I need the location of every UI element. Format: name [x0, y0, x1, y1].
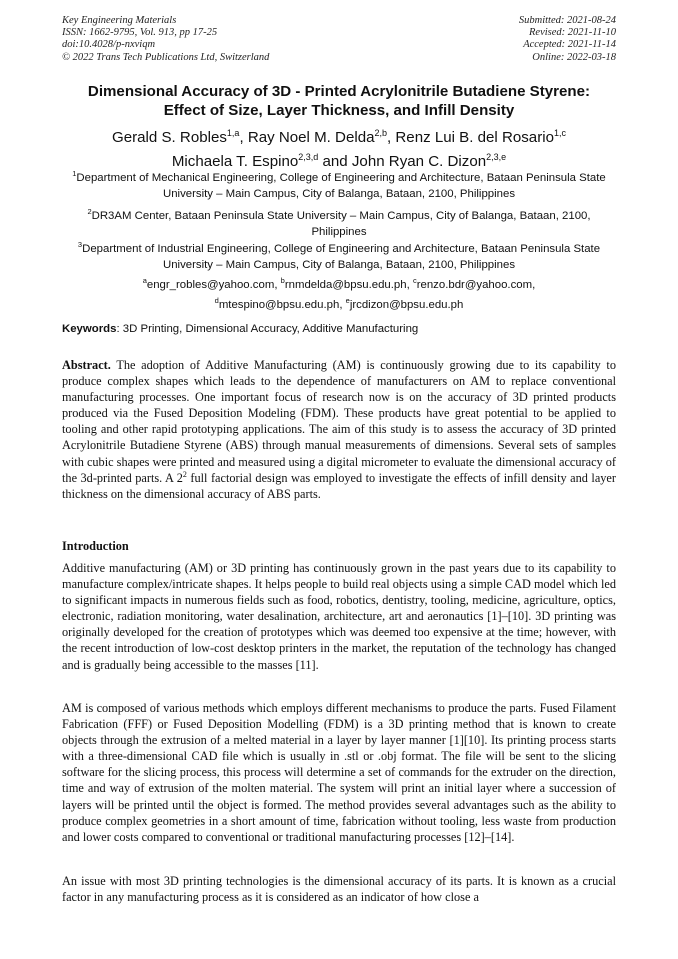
author-name: Michaela T. Espino — [171, 152, 299, 170]
affiliation-text: Department of Mechanical Engineering, College of Engineering and Architecture, Bataan Peninsula State University – Main Campus, City of Balanga, Bataan, 2100, Philippines — [76, 171, 606, 200]
intro-paragraph-1: Additive manufacturing (AM) or 3D printing has continuously grown in the past years due to its capability to manufacture complex/intricate shapes. It helps people to build real objects using a simple CAD model which led to significant impacts in numerous fields such as food, robotics, dentistry, tooling, medicine, agriculture, optics, electronic, radiation monitoring, water desalination, architecture, art and aeronautics [1]–[10]. 3D printing was originally developed for the creation of prototypes which was deemed too expensive at the time; however, with the recent introduction of low-cost desktop printers in the market, the reputation of the technology has changed and is gradually being accessible to the masses [11]. — [62, 561, 616, 672]
title-line-2: Effect of Size, Layer Thickness, and Infill Density — [163, 101, 515, 119]
abstract-text-end: full factorial design was employed to investigate the effects of infill density and layer thickness on the dimensional accuracy of ABS parts. — [62, 470, 616, 501]
author-name: Ray Noel M. Delda — [247, 129, 375, 147]
keywords — [62, 322, 616, 336]
intro-paragraph-2: AM is composed of various methods which employs different mechanisms to produce the parts. Fused Filament Fabrication (FFF) or Fused Deposition Modelling (FDM) is a 3D printing method that is known to create objects through the extrusion of a melted material in a layer by layer manner [1][10]. Its printing process starts with a three-dimensional CAD file which is usually in .stl or .obj format. The file will be sent to the slicing software for the slicing process, this process will determine a set of commands for the extruder on the direction, time and way of extrusion of the molten material. The system will print an initial layer where a succession of layers will be printed until the object is formed. The method provides several advantages such as the ability to produce complex geometries in a short amount of time, fabrication without tooling, less waste from production and lower costs compared to conventional or traditional manufacturing processes [12]–[14]. — [62, 701, 616, 844]
email-mark: a — [142, 276, 147, 285]
author-name: Gerald S. Robles — [111, 129, 227, 147]
publication-dates — [519, 15, 616, 64]
paper-title — [40, 83, 638, 121]
emails-line-2: $^d$mtespino@bpsu.edu.ph, $^e$jrcdizon@bpsu.edu.ph — [214, 295, 464, 311]
journal-info — [62, 15, 269, 64]
author-name: Renz Lui B. del Rosario — [395, 129, 554, 147]
journal-doi: doi:10.4028/p-nxviqm — [62, 39, 156, 51]
email-mark: b — [280, 276, 285, 285]
email-address[interactable]: jrcdizon@bpsu.edu.ph — [349, 298, 464, 311]
affiliation-number: 3 — [77, 240, 83, 249]
email-address[interactable]: renzo.bdr@yahoo.com — [416, 278, 533, 291]
keywords-text: : 3D Printing, Dimensional Accuracy, Additive Manufacturing — [116, 323, 419, 335]
section-heading-introduction: Introduction — [62, 539, 129, 553]
affiliation-text: Department of Industrial Engineering, College of Engineering and Architecture, Bataan Peninsula State University – Main Campus, City of Balanga, Bataan, 2100, Philippines — [82, 242, 601, 271]
email-mark: c — [412, 276, 417, 285]
author-separator: , — [387, 129, 396, 147]
email-address[interactable]: mtespino@bpsu.edu.ph — [218, 298, 340, 311]
affiliation-number: 2 — [87, 207, 92, 216]
date-online: Online: 2022-03-18 — [532, 51, 616, 63]
affiliation-2 — [62, 204, 616, 240]
author-list — [40, 124, 638, 172]
authors-line-1 — [40, 124, 638, 148]
journal-issn: ISSN: 1662-9795, Vol. 913, pp 17-25 — [62, 27, 218, 39]
author-affil-mark: 2,3,e — [486, 151, 507, 162]
affiliation-3 — [62, 237, 616, 273]
emails-line-1: $^a$engr_robles@yahoo.com, $^b$rnmdelda@bpsu.edu.ph, $^c$renzo.bdr@yahoo.com, — [142, 276, 536, 291]
title-line-1: Dimensional Accuracy of 3D - Printed Acrylonitrile Butadiene Styrene: — [87, 83, 591, 100]
author-name: John Ryan C. Dizon — [351, 152, 487, 170]
abstract — [62, 357, 616, 502]
date-revised: Revised: 2021-11-10 — [529, 27, 616, 39]
affiliation-1 — [62, 166, 616, 202]
author-affil-mark: 1,a — [226, 128, 240, 138]
keywords-label: Keywords — [62, 323, 117, 335]
author-emails — [62, 273, 616, 313]
abstract-label: Abstract. — [62, 358, 111, 372]
email-mark: e — [345, 295, 350, 305]
intro-paragraph-3: An issue with most 3D printing technologies is the dimensional accuracy of its parts. It is known as a crucial factor in any manufacturing process as it is considered as an indicator of how close a — [62, 874, 616, 905]
date-accepted: Accepted: 2021-11-14 — [523, 39, 616, 51]
journal-name: Key Engineering Materials — [62, 15, 177, 26]
email-address[interactable]: engr_robles@yahoo.com — [146, 278, 275, 291]
abstract-text: The adoption of Additive Manufacturing (AM) is continuously growing due to its capability to produce complex shapes which leads to the dependence of manufacturers on AM to replace conventional manufacturing processes. One important focus of research now is on the accuracy of 3D printed products produced via the Fused Deposition Modeling (FDM). These products have great potential to be applied to tooling and other rapid prototyping applications. The aim of this study is to assess the accuracy of 3D printed Acrylonitrile Butadiene Styrene (ABS) through manual measurements of dimensions. Several sets of samples with cubic shapes were printed and measured using a digital micrometer to evaluate the dimensional accuracy of the 3d-printed parts. A 2 — [62, 358, 616, 485]
author-affil-mark: 2,3,d — [298, 151, 319, 162]
author-conjunction: and — [318, 152, 352, 170]
affiliation-number: 1 — [72, 169, 77, 178]
email-address[interactable]: rnmdelda@bpsu.edu.ph — [284, 278, 407, 291]
date-submitted: Submitted: 2021-08-24 — [518, 15, 616, 26]
email-mark: d — [214, 295, 219, 305]
author-affil-mark: 2,b — [374, 128, 388, 138]
journal-copyright: © 2022 Trans Tech Publications Ltd, Switzerland — [62, 51, 270, 63]
abstract-superscript: 2 — [182, 469, 187, 479]
affiliation-text: DR3AM Center, Bataan Peninsula State University – Main Campus, City of Balanga, Bataan, 2100, Philippines — [91, 209, 591, 238]
journal-header — [62, 15, 616, 69]
author-separator: , — [239, 129, 248, 147]
author-affil-mark: 1,c — [553, 128, 566, 138]
